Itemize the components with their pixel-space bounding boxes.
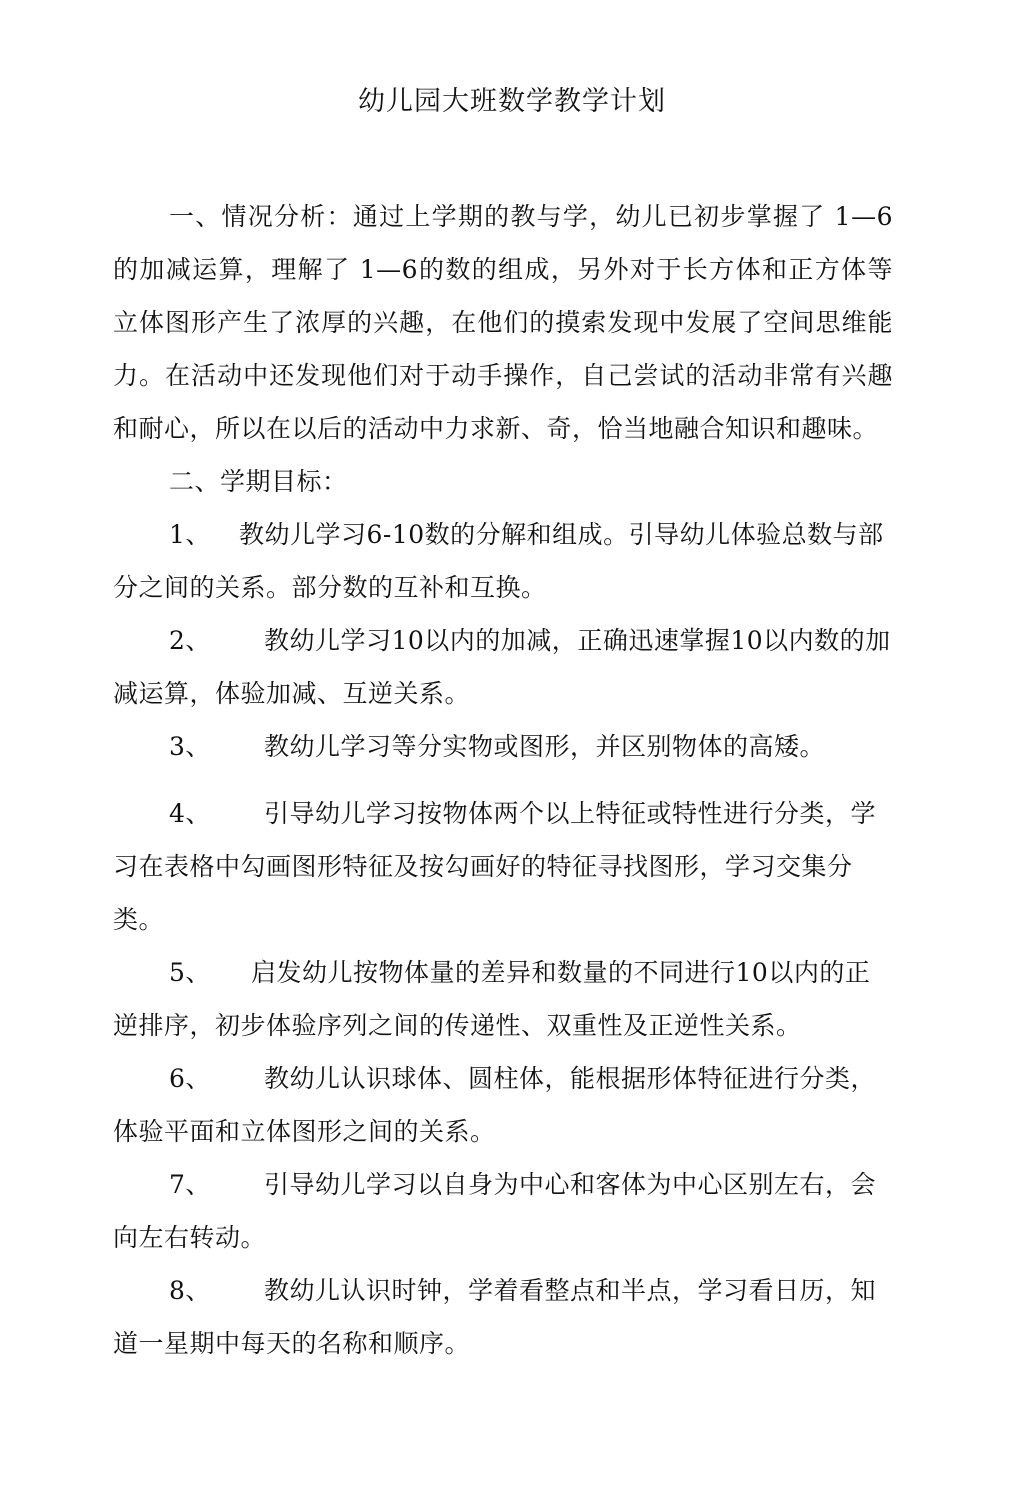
goal-item-7 [113, 1158, 893, 1264]
goal-number: 1、 [169, 520, 211, 549]
goal-text: 引导幼儿学习以自身为中心和客体为中心区别左右，会向左右转动。 [113, 1170, 877, 1252]
goal-text: 教幼儿认识球体、圆柱体，能根据形体特征进行分类，体验平面和立体图形之间的关系。 [113, 1064, 877, 1146]
goal-text: 教幼儿学习等分实物或图形，并区别物体的高矮。 [264, 732, 826, 761]
goal-item-6 [113, 1052, 893, 1158]
goal-number: 4、 [169, 799, 211, 828]
goal-item-1 [113, 508, 893, 614]
document-title: 幼儿园大班数学教学计划 [358, 86, 666, 117]
goal-text: 教幼儿学习6-10数的分解和组成。引导幼儿体验总数与部分之间的关系。部分数的互补和互换。 [113, 520, 884, 602]
document-body [113, 190, 893, 1370]
section-semester-goals-heading: 二、学期目标： [169, 467, 348, 496]
goal-item-5 [113, 946, 893, 1052]
goal-number: 3、 [169, 732, 211, 761]
goal-text: 教幼儿认识时钟，学着看整点和半点，学习看日历，知道一星期中每天的名称和顺序。 [113, 1276, 877, 1358]
goal-text: 启发幼儿按物体量的差异和数量的不同进行10以内的正逆排序，初步体验序列之间的传递性、双重性及正逆性关系。 [113, 958, 871, 1040]
goal-number: 2、 [169, 626, 211, 655]
goal-item-4 [113, 787, 893, 946]
goal-number: 5、 [169, 958, 211, 987]
goal-text: 教幼儿学习10以内的加减，正确迅速掌握10以内数的加减运算，体验加减、互逆关系。 [113, 626, 891, 708]
goal-item-8 [113, 1264, 893, 1370]
section-situation-analysis: 一、情况分析：通过上学期的教与学，幼儿已初步掌握了 1—6的加减运算，理解了 1—6的数的组成，另外对于长方体和正方体等立体图形产生了浓厚的兴趣，在他们的摸索发现中发展了空间思维能力。在活动中还发现他们对于动手操作，自己尝试的活动非常有兴趣和耐心，所以在以后的活动中力求新、奇，恰当地融合知识和趣味。 [113, 202, 893, 443]
goal-item-3 [113, 720, 893, 773]
goal-text: 引导幼儿学习按物体两个以上特征或特性进行分类，学习在表格中勾画图形特征及按勾画好的特征寻找图形，学习交集分类。 [113, 799, 877, 934]
goal-number: 6、 [169, 1064, 211, 1093]
goal-number: 7、 [169, 1170, 211, 1199]
goal-number: 8、 [169, 1276, 211, 1305]
goal-item-2 [113, 614, 893, 720]
